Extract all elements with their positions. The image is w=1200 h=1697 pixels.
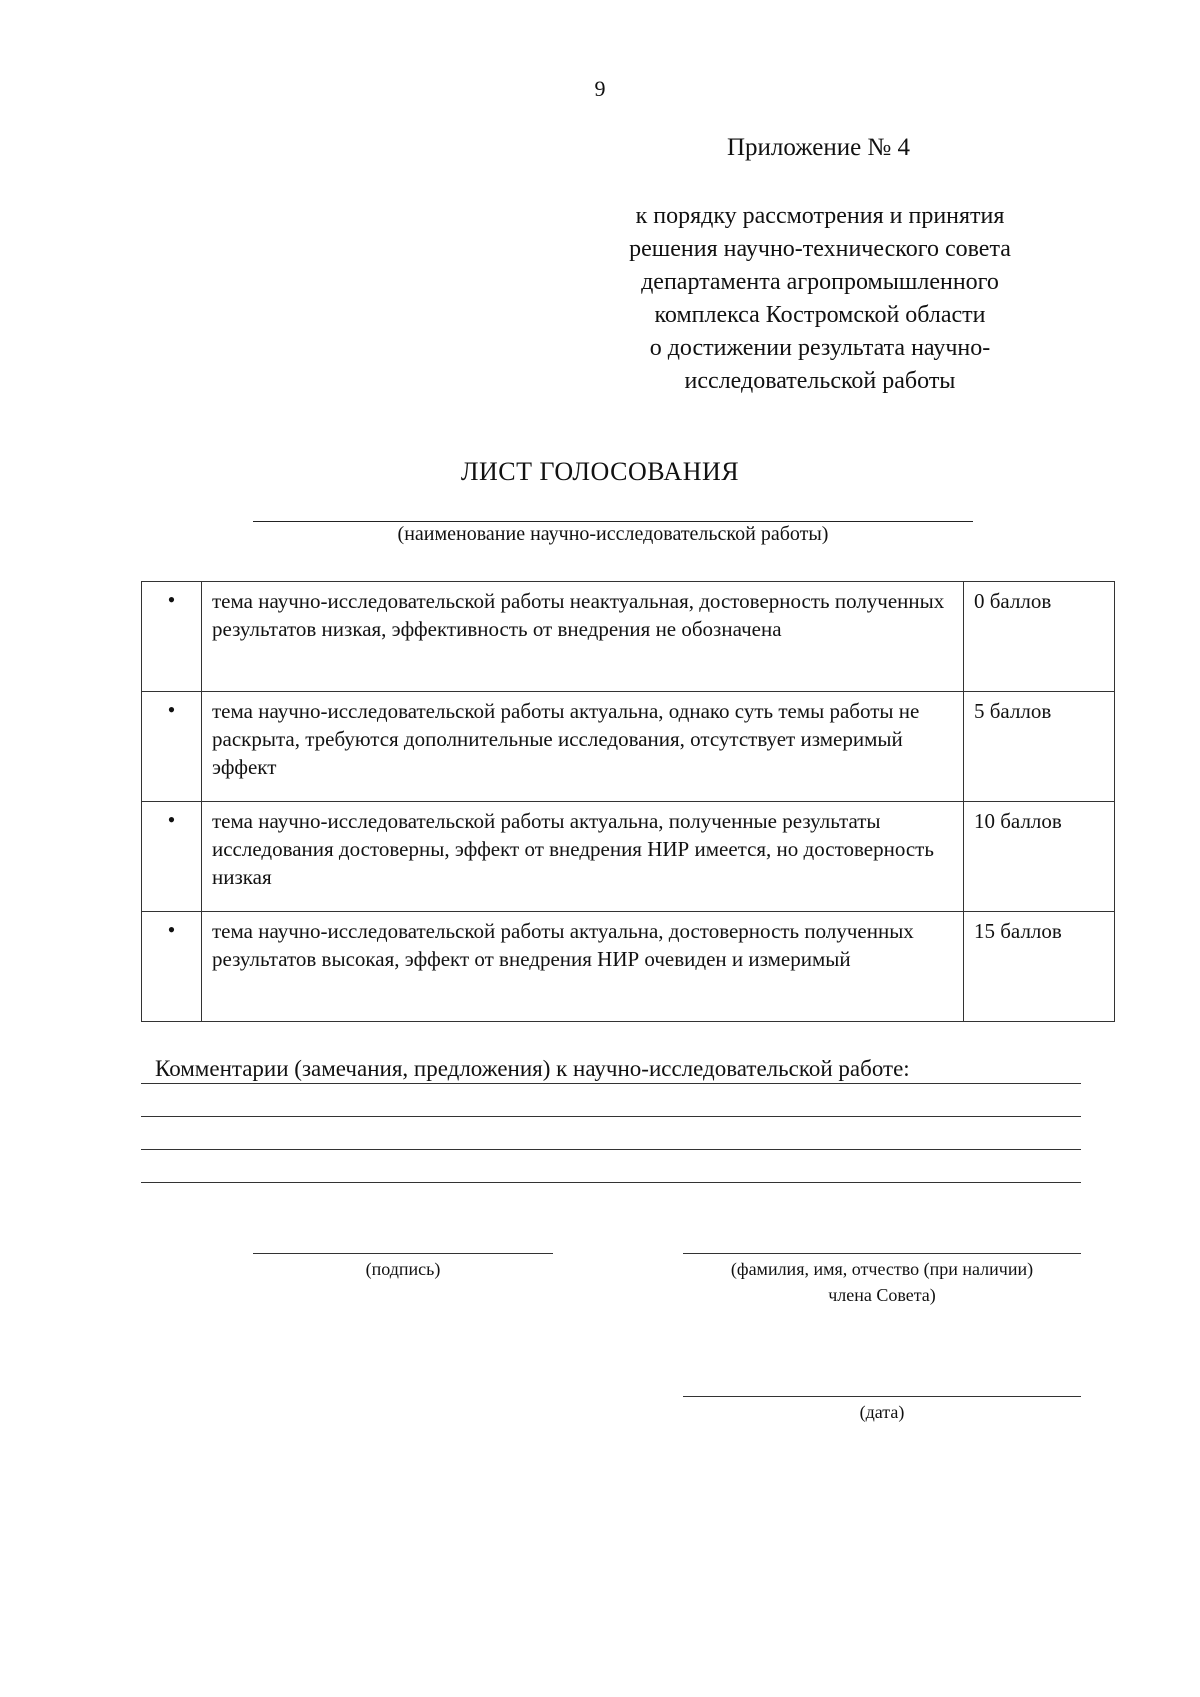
bullet-icon: • [167, 807, 176, 832]
comments-line[interactable] [141, 1149, 1081, 1150]
member-name-caption-line: члена Совета) [828, 1285, 936, 1305]
criteria-score: 5 баллов [964, 692, 1115, 802]
comments-line[interactable] [141, 1083, 1081, 1084]
bullet-icon: • [167, 587, 176, 612]
signature-caption: (подпись) [365, 1259, 441, 1279]
work-name-field[interactable] [253, 521, 973, 522]
signature-field[interactable] [253, 1253, 553, 1254]
criteria-score: 0 баллов [964, 582, 1115, 692]
criteria-row [142, 802, 1115, 912]
criteria-row [142, 692, 1115, 802]
criteria-text: тема научно-исследовательской работы актуальна, однако суть темы работы не раскрыта, требуются дополнительные исследования, отсутствует измеримый эффект [202, 692, 964, 802]
appendix-subtitle-line: о достижении результата научно- [649, 335, 991, 361]
criteria-row [142, 912, 1115, 1022]
criteria-bullet-cell[interactable] [142, 912, 202, 1022]
comments-line[interactable] [141, 1116, 1081, 1117]
criteria-score: 15 баллов [964, 912, 1115, 1022]
work-name-caption: (наименование научно-исследовательской работы) [397, 523, 829, 545]
criteria-row [142, 582, 1115, 692]
criteria-score: 10 баллов [964, 802, 1115, 912]
appendix-subtitle-line: исследовательской работы [684, 368, 956, 394]
appendix-subtitle-line: комплекса Костромской области [654, 302, 986, 328]
criteria-table [141, 581, 1115, 1022]
appendix-subtitle-line: к порядку рассмотрения и принятия [635, 203, 1005, 229]
date-caption: (дата) [859, 1402, 905, 1422]
sheet-title: ЛИСТ ГОЛОСОВАНИЯ [460, 457, 740, 486]
member-name-caption-line: (фамилия, имя, отчество (при наличии) [730, 1259, 1034, 1279]
comments-line[interactable] [141, 1182, 1081, 1183]
criteria-bullet-cell[interactable] [142, 692, 202, 802]
criteria-text: тема научно-исследовательской работы актуальна, достоверность полученных результатов высокая, эффект от внедрения НИР очевиден и измеримый [202, 912, 964, 1022]
appendix-subtitle [560, 200, 1080, 398]
bullet-icon: • [167, 917, 176, 942]
appendix-subtitle-line: департамента агропромышленного [641, 269, 999, 295]
date-field[interactable] [683, 1396, 1081, 1397]
comments-label: Комментарии (замечания, предложения) к научно-исследовательской работе: [155, 1056, 910, 1081]
criteria-bullet-cell[interactable] [142, 582, 202, 692]
criteria-text: тема научно-исследовательской работы неактуальная, достоверность полученных результатов низкая, эффективность от внедрения не обозначена [202, 582, 964, 692]
criteria-text: тема научно-исследовательской работы актуальна, полученные результаты исследования достоверны, эффект от внедрения НИР имеется, но достоверность низкая [202, 802, 964, 912]
appendix-subtitle-line: решения научно-технического совета [629, 236, 1011, 262]
bullet-icon: • [167, 697, 176, 722]
criteria-bullet-cell[interactable] [142, 802, 202, 912]
appendix-title: Приложение № 4 [727, 134, 911, 161]
member-name-caption [683, 1256, 1081, 1308]
member-name-field[interactable] [683, 1253, 1081, 1254]
page-number: 9 [594, 76, 606, 101]
